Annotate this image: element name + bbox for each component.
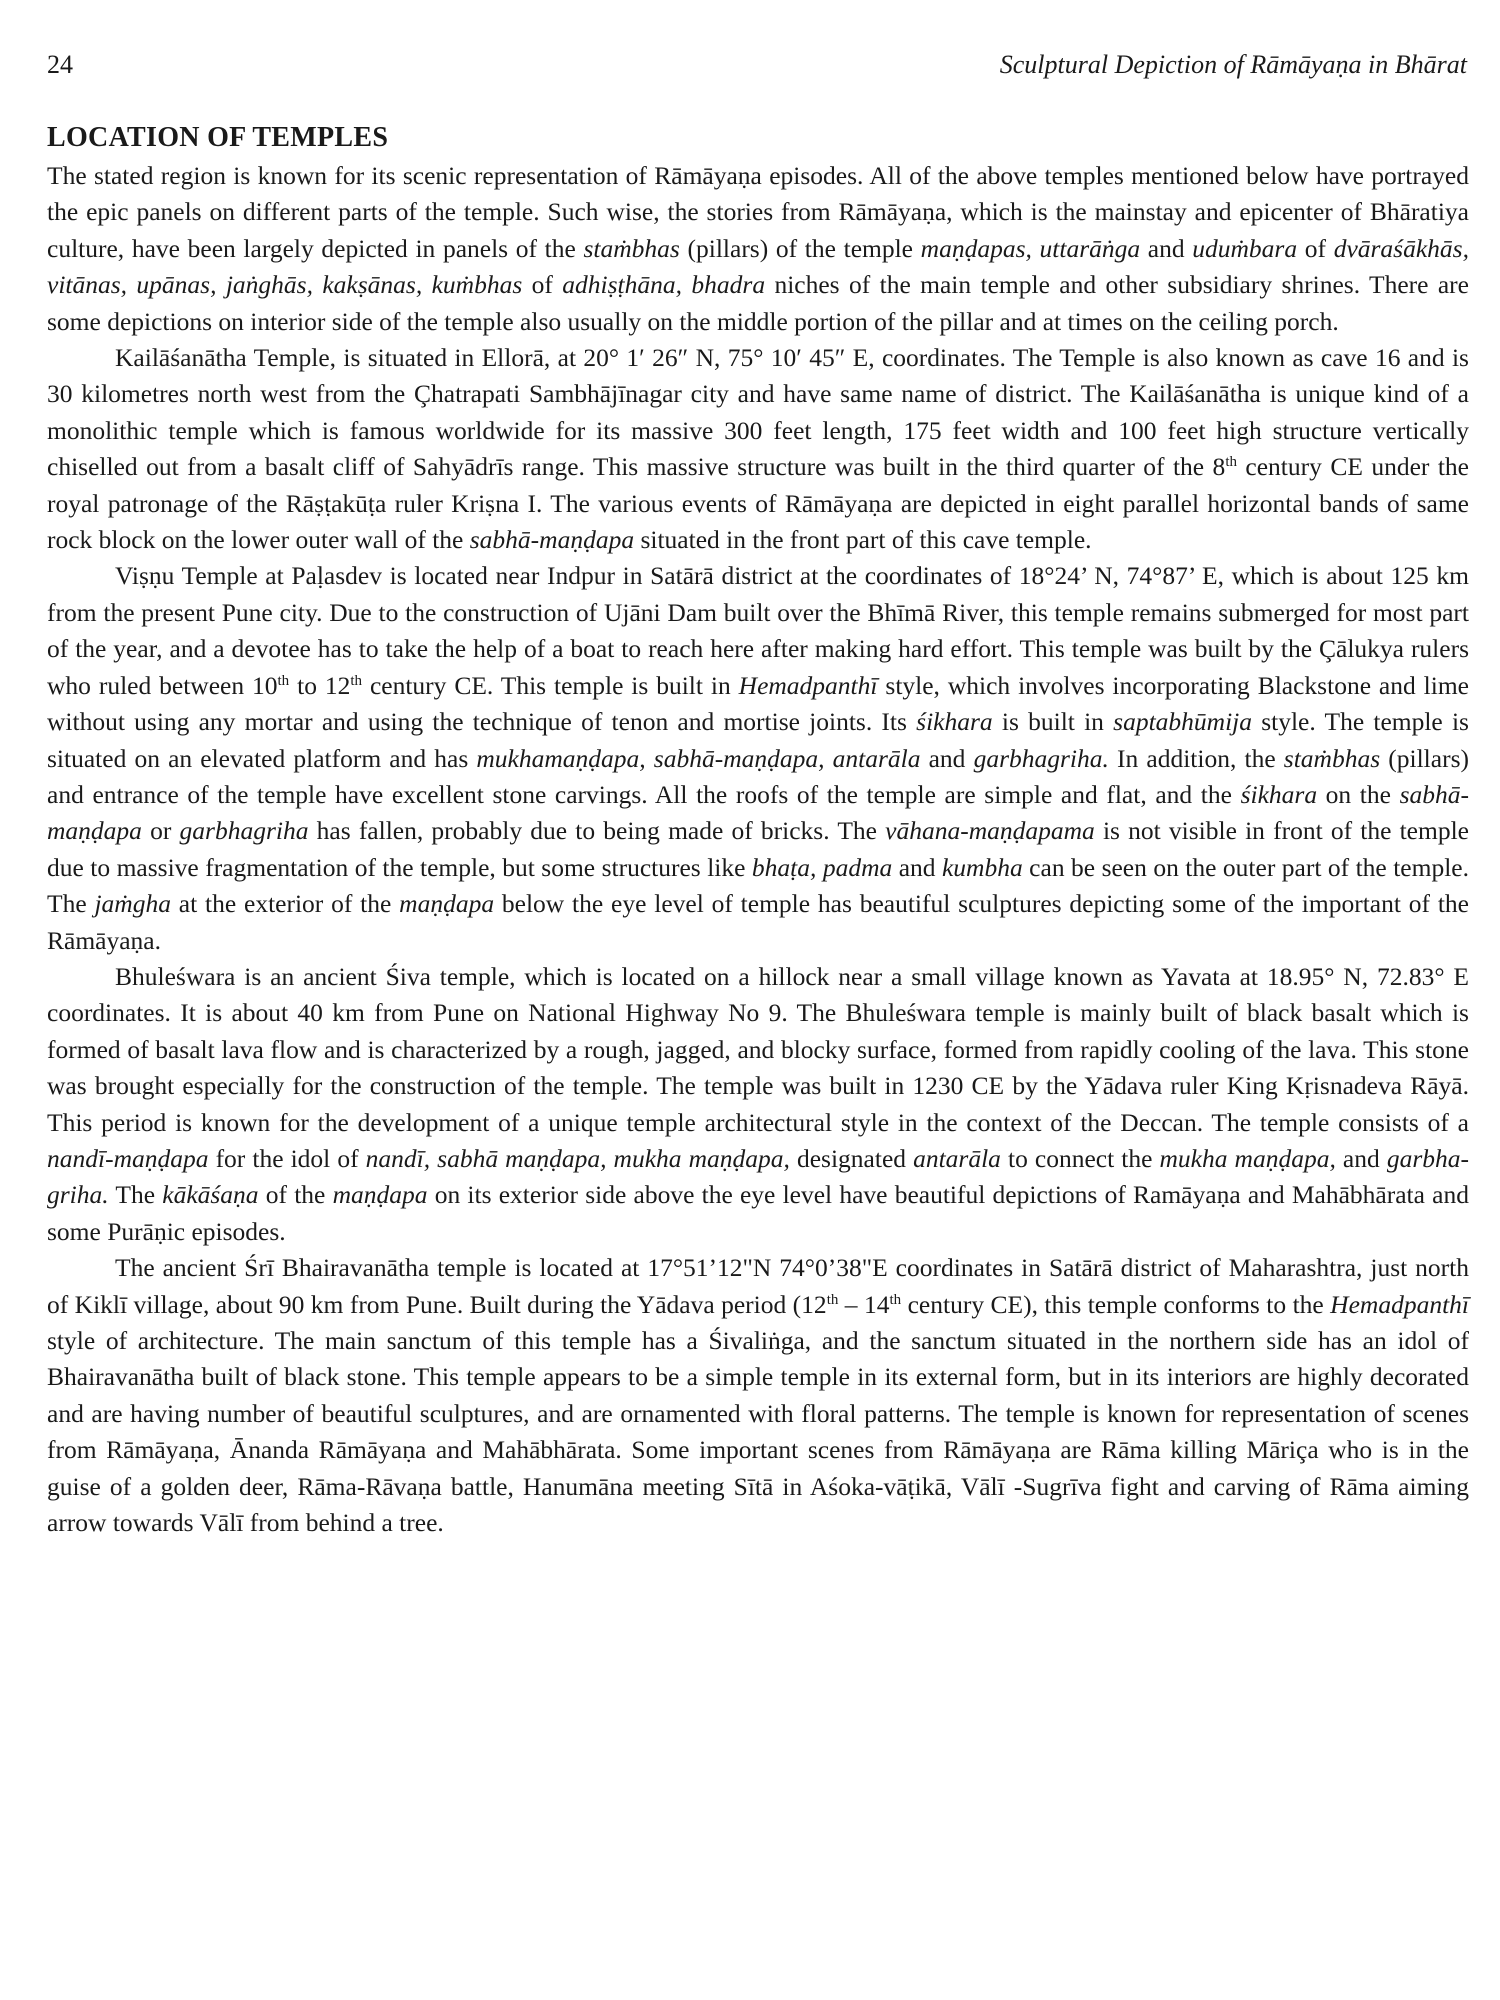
text-run: below the eye level of temple has beautiful sculptures depicting some of the important of the Rāmāyaṇa. <box>47 889 1469 955</box>
text-run: for the idol of <box>208 1143 366 1173</box>
text-run: niches of the main temple and other subsidiary shrines. There are some depictions on interior side of the temple also usually on the middle portion of the pillar and at times on the ceiling porch. <box>47 270 1469 336</box>
paragraph-vishnu-temple <box>47 558 1469 958</box>
text-run: is not visible in front of the temple due to massive fragmentation of the temple, but some structures like <box>47 816 1469 882</box>
italic-term: śikhara <box>916 707 993 737</box>
italic-term: mukha maṇḍapa, <box>1159 1143 1336 1173</box>
paragraph-kailasanatha <box>47 340 1469 558</box>
italic-term: nandī-maṇḍapa <box>47 1143 209 1173</box>
text-run: on the <box>1317 779 1400 809</box>
paragraph-intro <box>47 158 1469 340</box>
text-run: Bhuleśwara is an ancient Śiva temple, which is located on a hillock near a small village known as Yavata at 18.95° N, 72.83° E coordinates. It is about 40 km from Pune on National Highway No 9. The Bhuleśwara temple is mainly built of black basalt which is formed of basalt lava flow and is characterized by a rough, jagged, and blocky surface, formed from rapidly cooling of the lava. This stone was brought especially for the construction of the temple. The temple was built in 1230 CE by the Yādava ruler King Kṛisnadeva Rāyā. This period is known for the development of a unique temple architectural style in the context of the Deccan. The temple consists of a <box>47 961 1469 1137</box>
text-run: Viṣṇu Temple at Paḷasdev is located near Indpur in Satārā district at the coordinates of 18°24’ N, 74°87’ E, which is about 125 km from the present Pune city. Due to the construction of Ujāni Dam built over the Bhīmā River, this temple remains submerged for most part of the year, and a devotee has to take the help of a boat to reach here after making hard effort. This temple was built by the Çālukya rulers who ruled between 10 <box>47 561 1469 700</box>
italic-term: staṁbhas <box>583 233 680 263</box>
italic-term: adhiṣṭhāna, bhadra <box>562 270 766 300</box>
text-run: and <box>1140 233 1193 263</box>
italic-term: kumbha <box>941 852 1023 882</box>
text-run: In addition, the <box>1108 743 1284 773</box>
running-title: Sculptural Depiction of Rāmāyaṇa in Bhārat <box>999 50 1467 79</box>
italic-term: sabhā-maṇḍapa <box>47 779 1470 846</box>
page-number: 24 <box>47 50 73 79</box>
italic-term: jaṁgha <box>94 889 171 919</box>
italic-term: dvāraśākhās, vitānas, upānas, jaṅghās, kakṣānas, kuṁbhas <box>47 233 1469 300</box>
superscript: th <box>889 1291 902 1308</box>
italic-term: Hemadpanthī <box>1330 1289 1469 1319</box>
text-run: designated <box>789 1143 914 1173</box>
text-run: style. The temple is situated on an elevated platform and has <box>47 707 1469 773</box>
text-run: – 14 <box>838 1289 890 1319</box>
text-run: style, which involves incorporating Blackstone and lime without using any mortar and using the technique of tenon and mortise joints. Its <box>47 670 1469 737</box>
running-head <box>47 50 1467 90</box>
text-run: century CE under the royal patronage of the Rāṣṭakūṭa ruler Kriṣna I. The various events of Rāmāyaṇa are depicted in eight parallel horizontal bands of same rock block on the lower outer wall of the <box>47 452 1469 555</box>
italic-term: saptabhūmija <box>1113 707 1252 737</box>
text-run: century CE. This temple is built in <box>362 670 739 700</box>
italic-term: maṇḍapas, uttarāṅga <box>920 233 1141 263</box>
text-run: to connect the <box>1000 1143 1160 1173</box>
page-content <box>47 120 1469 1541</box>
text-run: (pillars) of the temple <box>679 233 921 263</box>
superscript: th <box>277 672 290 689</box>
italic-term: vāhana-maṇḍapama <box>885 816 1095 846</box>
text-run: (pillars) and entrance of the temple have excellent stone carvings. All the roofs of the temple are simple and flat, and the <box>47 743 1469 809</box>
italic-term: maṇḍapa <box>332 1180 428 1210</box>
paragraph-bhuleswara <box>47 959 1469 1250</box>
superscript: th <box>826 1291 839 1308</box>
text-run: century CE), this temple conforms to the <box>901 1289 1331 1319</box>
section-heading: LOCATION OF TEMPLES <box>47 122 389 153</box>
text-run: of <box>522 270 563 300</box>
italic-term: antarāla <box>913 1143 1001 1173</box>
text-run: can be seen on the outer part of the temple. The <box>47 852 1469 919</box>
text-run: is built in <box>992 707 1114 737</box>
text-run: and <box>920 743 974 773</box>
superscript: th <box>350 672 363 689</box>
text-run: and <box>1335 1143 1387 1173</box>
text-run: has fallen, probably due to being made of bricks. The <box>308 816 886 846</box>
text-run: on its exterior side above the eye level have beautiful depictions of Ramāyaṇa and Mahābhārata and some Purāṇic episodes. <box>47 1180 1469 1246</box>
text-run: at the exterior of the <box>170 889 400 919</box>
text-run: to 12 <box>289 670 351 700</box>
text-run: style of architecture. The main sanctum of this temple has a Śivaliṅga, and the sanctum situated in the northern side has an idol of Bhairavanātha built of black stone. This temple appears to be a simple temple in its external form, but in its interiors are highly decorated and are having number of beautiful sculptures, and are ornamented with floral patterns. The temple is known for representation of scenes from Rāmāyaṇa, Ānanda Rāmāyaṇa and Mahābhārata. Some important scenes from Rāmāyaṇa are Rāma killing Māriça who is in the guise of a golden deer, Rāma-Rāvaṇa battle, Hanumāna meeting Sītā in Aśoka-vāṭikā, Vālī -Sugrīva fight and carving of Rāma aiming arrow towards Vālī from behind a tree. <box>47 1326 1469 1538</box>
italic-term: garbha- griha. <box>47 1143 1469 1210</box>
text-run: Kailāśanātha Temple, is situated in Ellorā, at 20° 1′ 26″ N, 75° 10′ 45″ E, coordinates. The Temple is also known as cave 16 and is 30 kilometres north west from the Çhatrapati Sambhājīnagar city and have same name of district. The Kailāśanātha is unique kind of a monolithic temple which is famous worldwide for its massive 300 feet length, 175 feet width and 100 feet high structure vertically chiselled out from a basalt cliff of Sahyādrīs range. This massive structure was built in the third quarter of the 8 <box>47 343 1469 482</box>
italic-term: maṇḍapa <box>399 889 495 919</box>
italic-term: śikhara <box>1240 779 1318 809</box>
italic-term: sabhā-maṇḍapa <box>469 525 635 555</box>
italic-term: mukhamaṇḍapa, sabhā-maṇḍapa, antarāla <box>476 743 921 773</box>
text-run: of <box>1297 233 1334 263</box>
italic-term: nandī, sabhā maṇḍapa, mukha maṇḍapa, <box>365 1143 790 1173</box>
text-run: situated in the front part of this cave temple. <box>634 525 1092 555</box>
superscript: th <box>1225 454 1237 471</box>
italic-term: garbhagriha. <box>973 743 1109 773</box>
text-run: The <box>108 1180 163 1210</box>
text-run: and <box>892 852 942 882</box>
text-run: The ancient Śrī Bhairavanātha temple is located at 17°51’12"N 74°0’38"E coordinates in Satārā district of Maharashtra, just north of Kiklī village, about 90 km from Pune. Built during the Yādava period (12 <box>47 1253 1469 1319</box>
text-run: of the <box>258 1180 333 1210</box>
paragraph-bhairavanatha <box>47 1250 1469 1541</box>
italic-term: Hemadpanthī <box>738 670 878 700</box>
text-run: The stated region is known for its scenic representation of Rāmāyaṇa episodes. All of the above temples mentioned below have portrayed the epic panels on different parts of the temple. Such wise, the stories from Rāmāyaṇa, which is the mainstay and epicenter of Bhāratiya culture, have been largely depicted in panels of the <box>47 161 1469 263</box>
text-run: or <box>141 816 180 846</box>
italic-term: bhaṭa, padma <box>751 852 893 882</box>
italic-term: garbhagriha <box>179 816 309 846</box>
italic-term: kākāśaṇa <box>162 1180 259 1210</box>
italic-term: staṁbhas <box>1283 743 1381 773</box>
italic-term: uduṁbara <box>1192 233 1298 263</box>
